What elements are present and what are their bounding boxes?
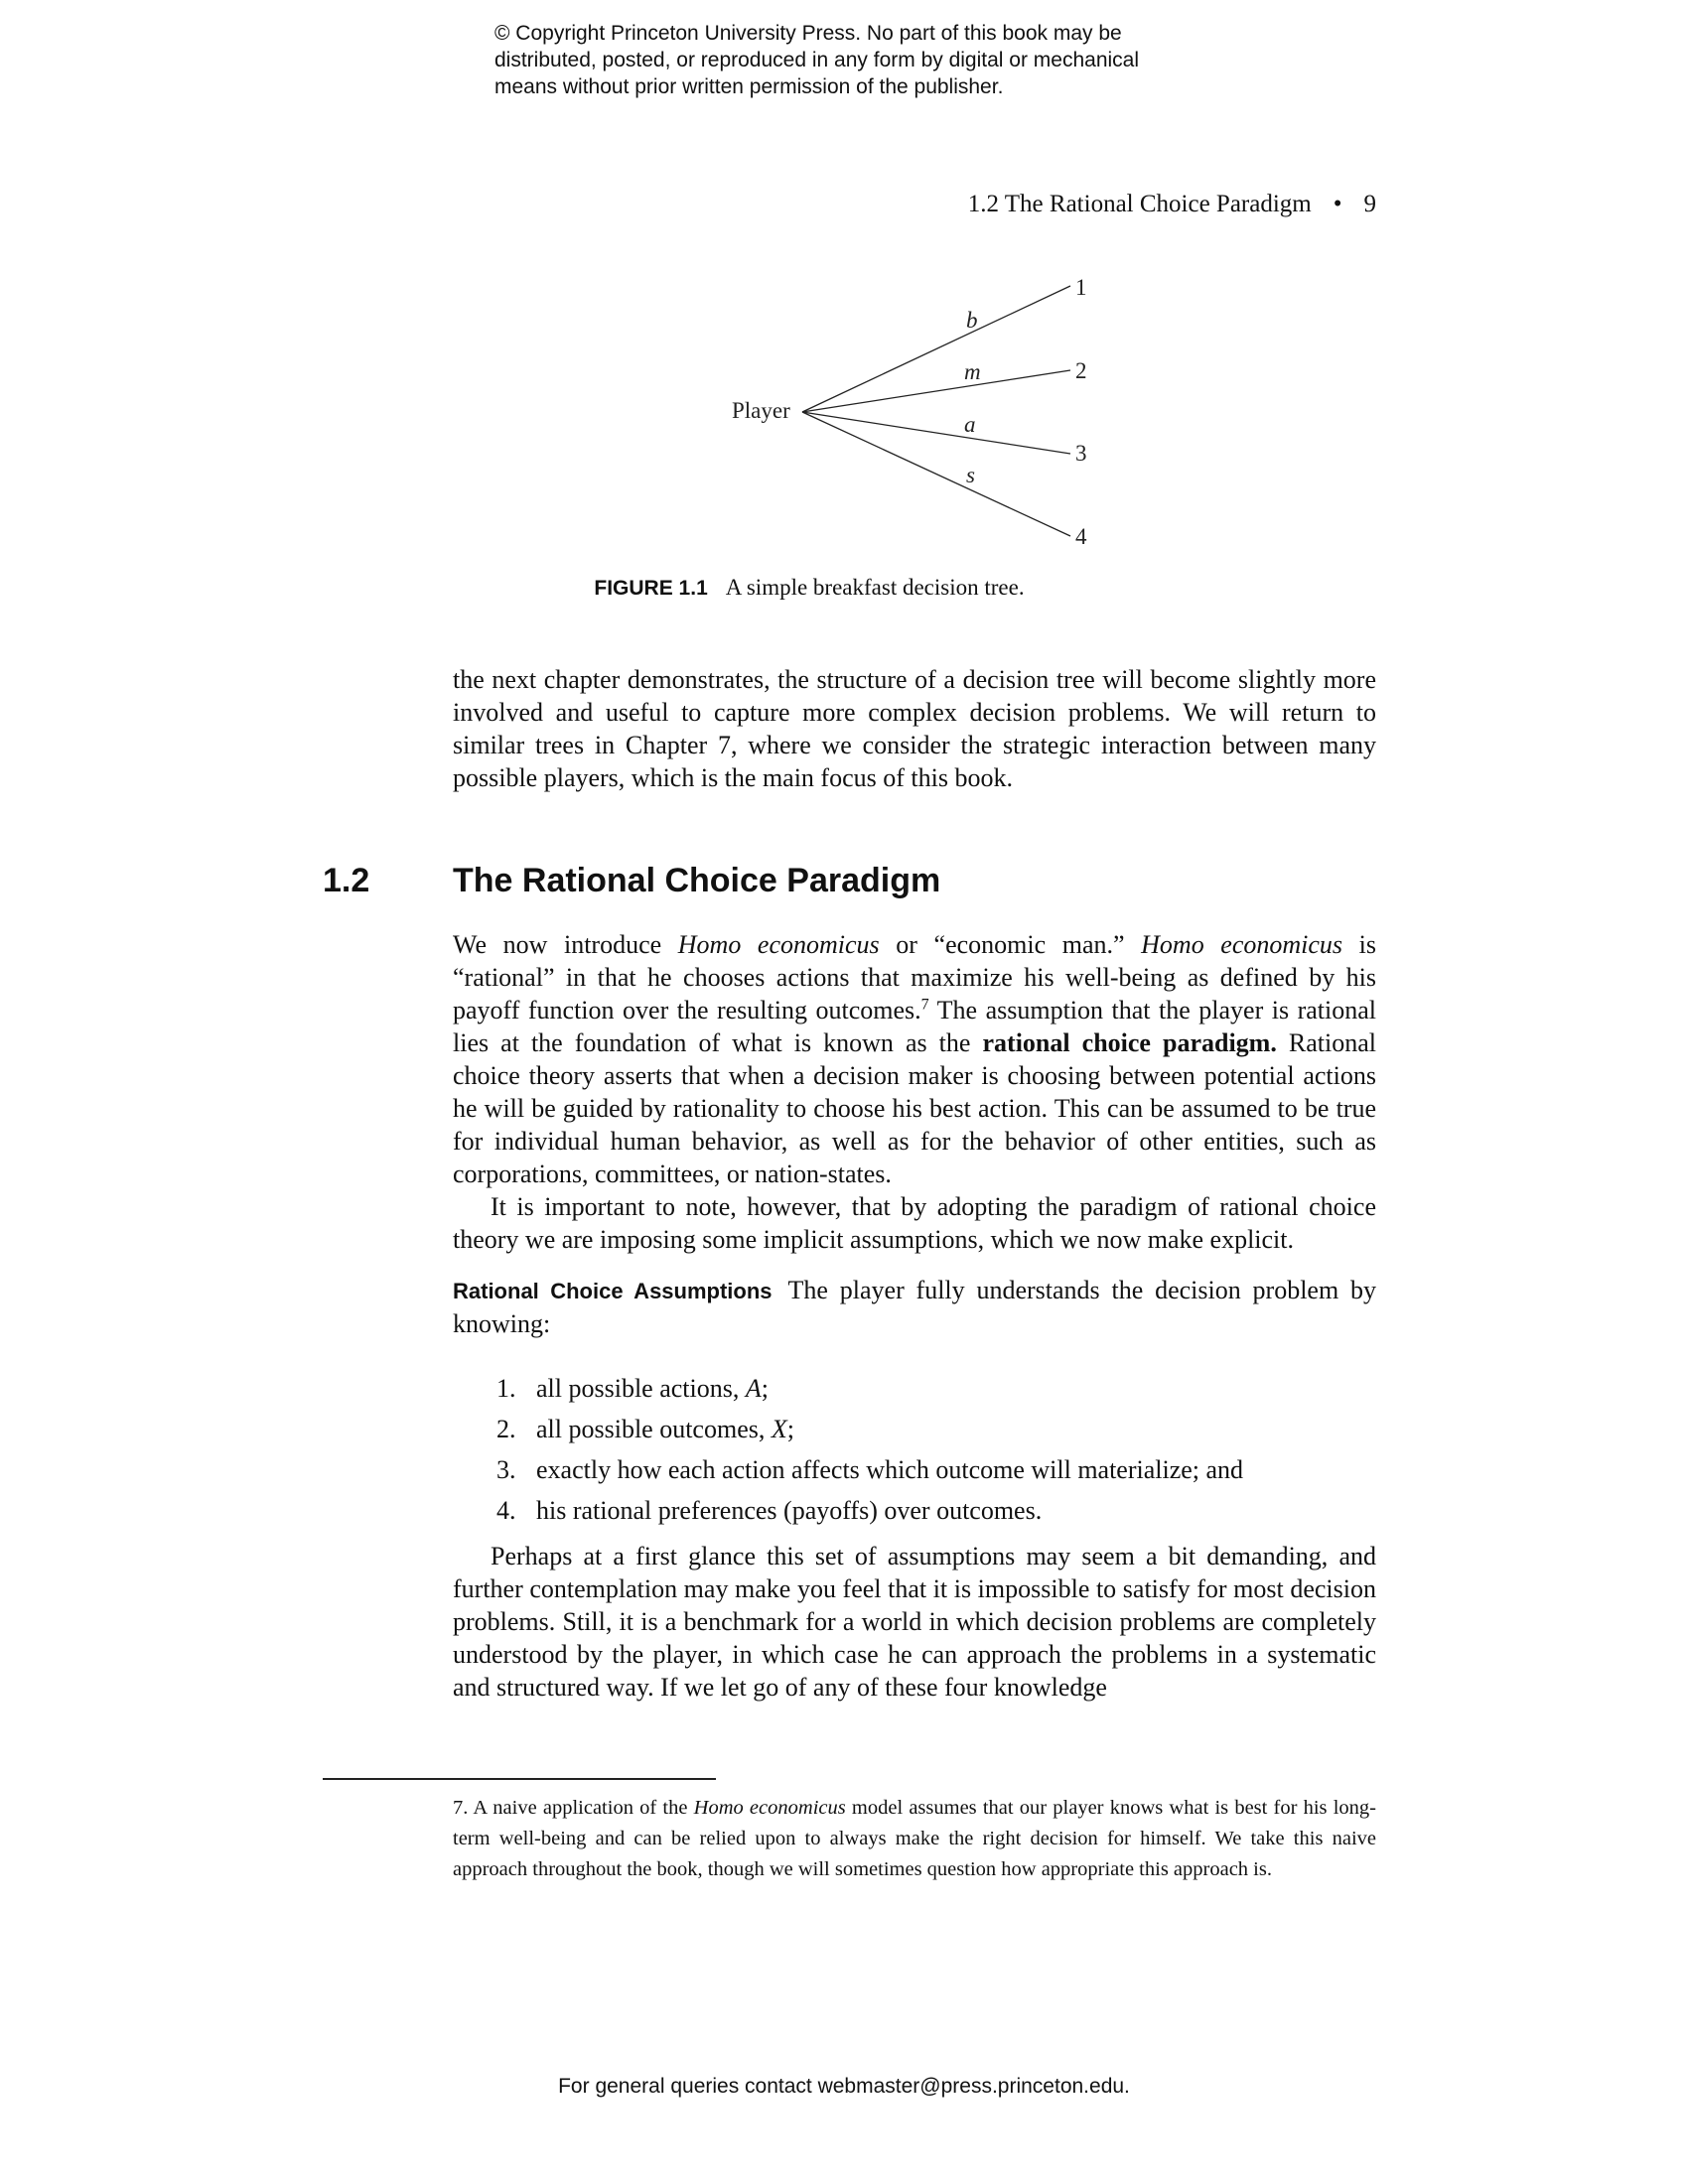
tree-root-label: Player <box>732 398 790 423</box>
figure-caption <box>362 575 1256 601</box>
list-text: exactly how each action affects which outcome will materialize; and <box>536 1455 1244 1484</box>
italic-term: Homo economicus <box>1141 930 1343 959</box>
footnote-rule <box>323 1778 716 1780</box>
italic-term: Homo economicus <box>693 1797 846 1819</box>
copyright-line: © Copyright Princeton University Press. No part of this book may be <box>494 22 1122 45</box>
text-run: The assumption that the player is rational lies at the foundation of what is known as the <box>453 996 1376 1057</box>
tree-outcome-label: 2 <box>1075 358 1087 383</box>
list-number: 3. <box>496 1455 516 1484</box>
copyright-line: means without prior written permission of the publisher. <box>494 75 1004 98</box>
section-number: 1.2 <box>323 862 370 899</box>
footer-contact: For general queries contact webmaster@press.princeton.edu. <box>558 2075 1130 2098</box>
list-item <box>496 1413 1370 1453</box>
list-item <box>496 1453 1370 1494</box>
tree-outcome-label: 3 <box>1075 441 1087 466</box>
body-paragraph <box>453 1274 1376 1340</box>
tree-action-label: m <box>964 359 981 384</box>
running-head <box>695 191 1376 218</box>
tree-branch <box>802 412 1070 454</box>
tree-outcome-label: 1 <box>1075 275 1087 300</box>
list-item <box>496 1494 1370 1535</box>
assumptions-list <box>496 1372 1370 1535</box>
intro-paragraph: the next chapter demonstrates, the structure of a decision tree will become slightly more involved and useful to capture more complex decision problems. We will return to similar trees in Chapter 7, where we consider the strategic interaction between many possible players, which is the main focus of this book. <box>453 665 1376 792</box>
section-title: The Rational Choice Paradigm <box>453 862 941 899</box>
math-symbol: X <box>771 1415 787 1443</box>
figure-label: FIGURE 1.1 <box>594 577 708 600</box>
text-run: ; <box>761 1374 769 1403</box>
text-run: We now introduce <box>453 930 678 959</box>
section-body <box>453 928 1376 1256</box>
tree-action-label: b <box>966 308 978 333</box>
tree-action-label: s <box>966 463 975 487</box>
text-run: or “economic man.” <box>879 930 1142 959</box>
figure-caption-text: A simple breakfast decision tree. <box>725 575 1025 600</box>
list-text <box>536 1413 794 1453</box>
body-paragraph-block <box>453 1540 1376 1704</box>
list-number: 1. <box>496 1374 516 1403</box>
section-heading <box>323 862 940 900</box>
bold-term: rational choice paradigm. <box>982 1028 1277 1057</box>
text-run: model assumes that our player knows what is best for his long-term well-being and can be relied upon to always make the right decision for himself. We take this naive approach throughout the book, though we will sometimes question how appropriate this approach is. <box>453 1797 1376 1880</box>
text-run: ; <box>786 1415 794 1443</box>
text-run: all possible outcomes, <box>536 1415 772 1443</box>
text-run: Rational choice theory asserts that when a decision maker is choosing between potential actions he will be guided by rationality to choose his best action. This can be assumed to be true for individual human behavior, as well as for the behavior of other entities, such as corporations, committees, or nation-states. <box>453 1028 1376 1188</box>
tree-branch <box>802 286 1070 412</box>
runin-heading: Rational Choice Assumptions <box>453 1279 773 1303</box>
copyright-line: distributed, posted, or reproduced in any form by digital or mechanical <box>494 49 1140 71</box>
tree-action-label: a <box>964 412 976 437</box>
list-number: 2. <box>496 1415 516 1443</box>
decision-tree-figure <box>715 268 1112 556</box>
text-run: 7. A naive application of the <box>453 1797 694 1819</box>
copyright-notice <box>494 20 1249 100</box>
body-paragraph: It is important to note, however, that by adopting the paradigm of rational choice theory we are imposing some implicit assumptions, which we now make explicit. <box>453 1192 1376 1254</box>
page-number: 9 <box>1363 191 1376 217</box>
assumptions-intro <box>453 1274 1376 1340</box>
list-text <box>536 1372 769 1413</box>
footnote-marker[interactable]: 7 <box>920 996 929 1014</box>
italic-term: Homo economicus <box>677 930 880 959</box>
list-text: his rational preferences (payoffs) over outcomes. <box>536 1496 1043 1525</box>
text-run: is “rational” in that he chooses actions that maximize his well-being as defined by his payoff function over the resulting outcomes. <box>453 930 1377 1024</box>
text-run: all possible actions, <box>536 1374 746 1403</box>
running-head-section: 1.2 The Rational Choice Paradigm <box>967 191 1312 217</box>
body-paragraph: Perhaps at a first glance this set of assumptions may seem a bit demanding, and further contemplation may make you feel that it is impossible to satisfy for most decision problems. Still, it is a benchmark for a world in which decision problems are completely understood by the player, in which case he can approach the problems in a systematic and structured way. If we let go of any of these four knowledge <box>453 1542 1376 1702</box>
running-head-bullet: • <box>1333 191 1342 217</box>
tree-branch <box>802 412 1070 536</box>
math-symbol: A <box>745 1374 762 1403</box>
tree-outcome-label: 4 <box>1075 524 1087 549</box>
body-paragraph <box>453 928 1376 1190</box>
tree-branch <box>802 370 1070 412</box>
list-number: 4. <box>496 1496 516 1525</box>
list-item <box>496 1372 1370 1413</box>
body-paragraph <box>453 663 1376 794</box>
footnote <box>453 1793 1376 1885</box>
assumptions-lead: The player fully understands the decision problem by knowing: <box>453 1276 1376 1338</box>
